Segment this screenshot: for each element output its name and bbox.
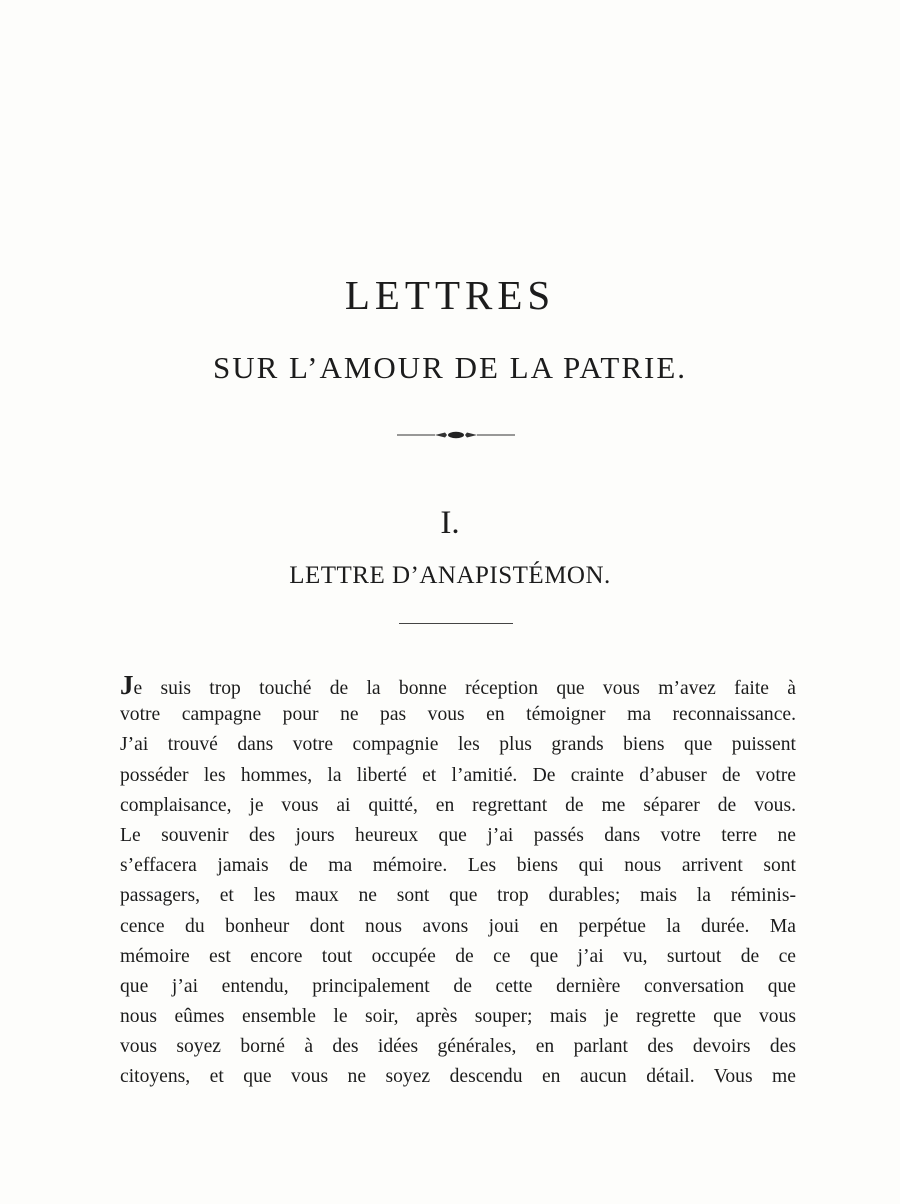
section-rule bbox=[399, 623, 513, 624]
text-line: que j’ai entendu, principalement de cette dernière conversation que bbox=[120, 975, 796, 997]
text-line: Je suis trop touché de la bonne réception que vous m’avez faite à bbox=[120, 670, 796, 700]
letter-title: LETTRE D’ANAPISTÉMON. bbox=[289, 562, 611, 589]
text-line: votre campagne pour ne pas vous en témoigner ma reconnaissance. bbox=[120, 704, 796, 726]
page-subtitle: SUR L’AMOUR DE LA PATRIE. bbox=[212, 350, 688, 385]
text-line: mémoire est encore tout occupée de ce que j’ai vu, surtout de ce bbox=[120, 945, 796, 967]
page-title: LETTRES bbox=[344, 272, 556, 318]
text-line: cence du bonheur dont nous avons joui en perpétue la durée. Ma bbox=[120, 915, 796, 937]
ornament-divider-icon bbox=[397, 428, 515, 442]
text-line: Le souvenir des jours heureux que j’ai passés dans votre terre ne bbox=[120, 824, 796, 846]
body-paragraph bbox=[120, 670, 796, 1093]
section-numeral: I. bbox=[440, 505, 460, 541]
text-line: passagers, et les maux ne sont que trop durables; mais la réminis- bbox=[120, 885, 796, 907]
text-line: J’ai trouvé dans votre compagnie les plus grands biens que puissent bbox=[120, 734, 796, 756]
text-line: posséder les hommes, la liberté et l’amitié. De crainte d’abuser de votre bbox=[120, 764, 796, 786]
text-line: complaisance, je vous ai quitté, en regrettant de me séparer de vous. bbox=[120, 794, 796, 816]
drop-cap: J bbox=[120, 670, 134, 700]
text-line: nous eûmes ensemble le soir, après souper; mais je regrette que vous bbox=[120, 1006, 796, 1028]
text-line: vous soyez borné à des idées générales, en parlant des devoirs des bbox=[120, 1036, 796, 1058]
text-line: citoyens, et que vous ne soyez descendu en aucun détail. Vous me bbox=[120, 1066, 796, 1088]
text-line: s’effacera jamais de ma mémoire. Les biens qui nous arrivent sont bbox=[120, 855, 796, 877]
